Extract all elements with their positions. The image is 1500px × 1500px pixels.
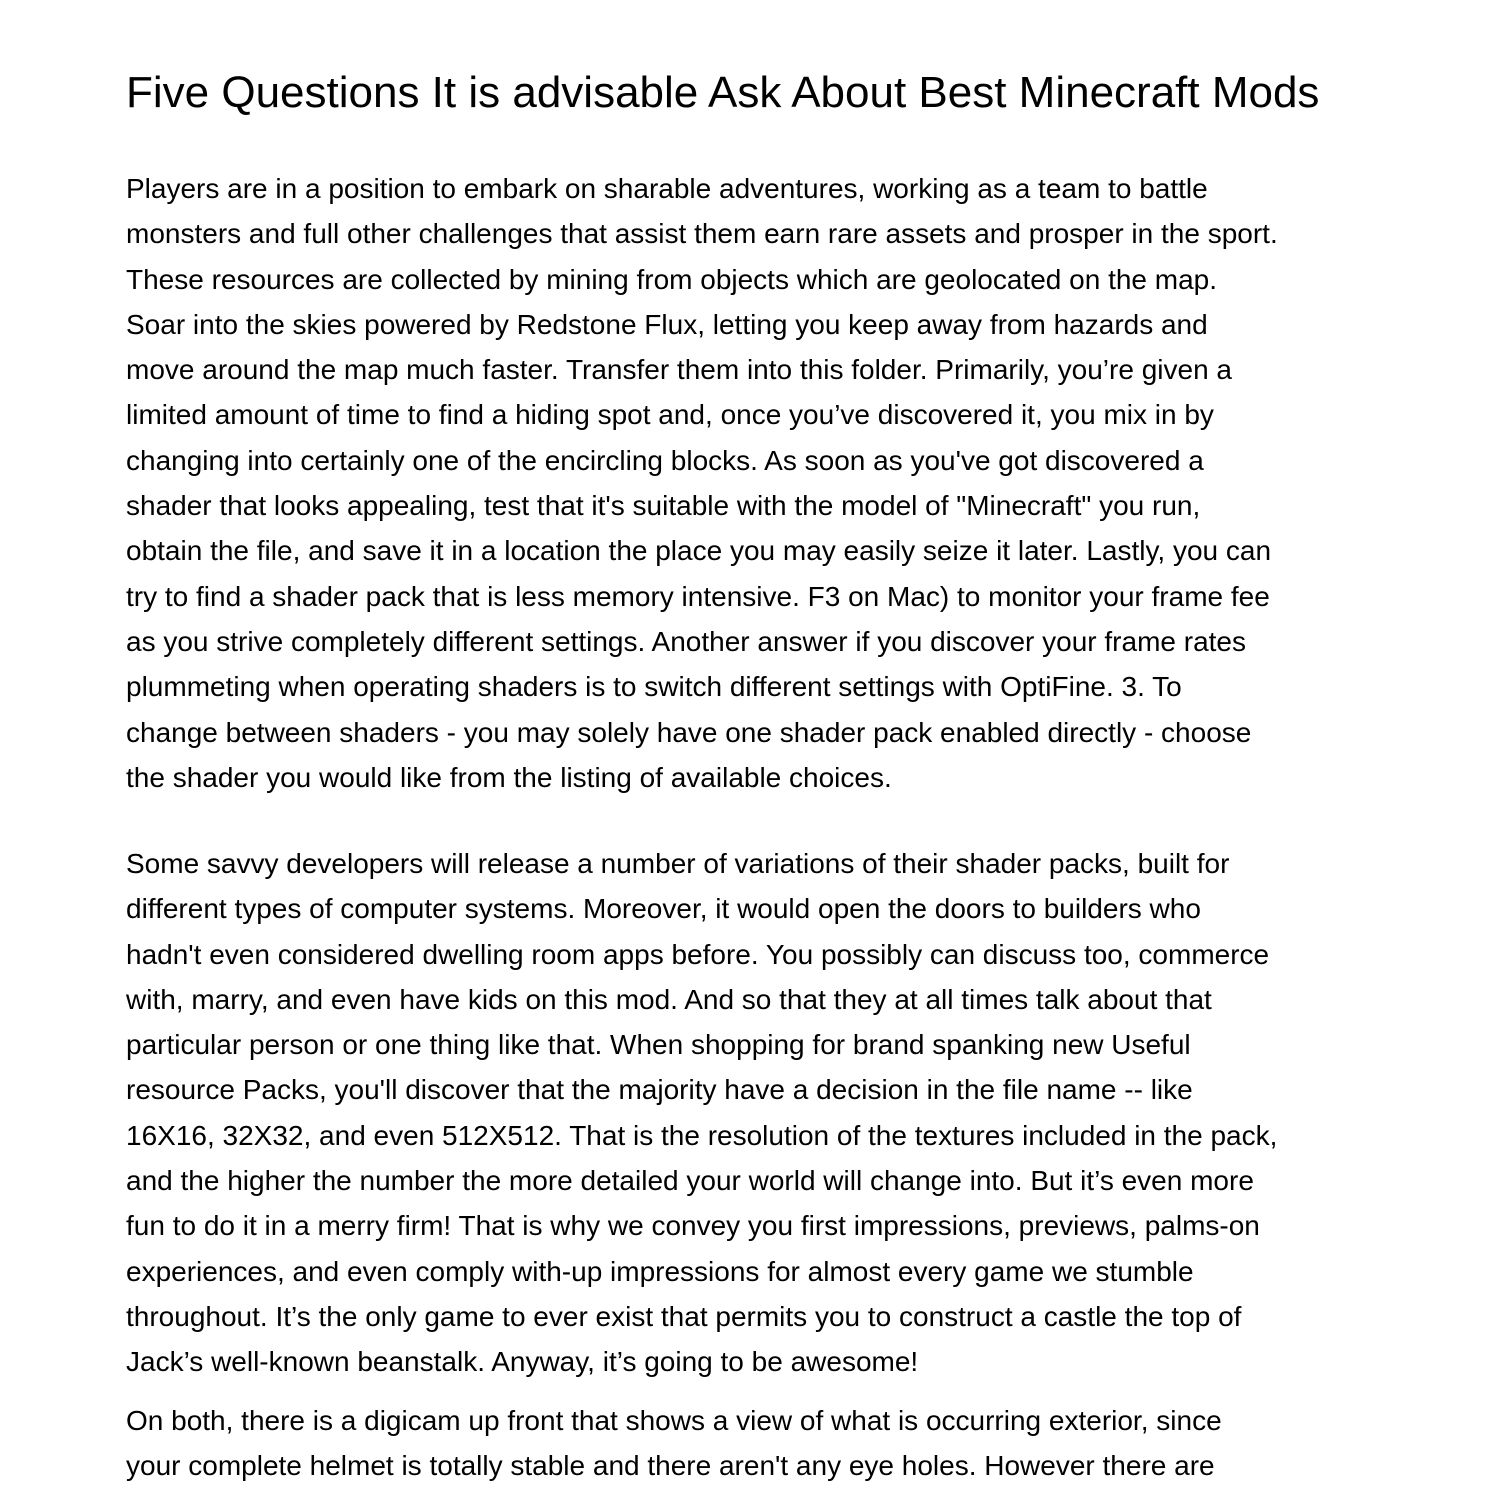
text-line: Some savvy developers will release a number of variations of their shader packs, built for bbox=[126, 848, 1230, 879]
text-line: changing into certainly one of the encircling blocks. As soon as you've got discovered a bbox=[126, 444, 1204, 476]
text-line: obtain the file, and save it in a location the place you may easily seize it later. Lastly, you can bbox=[126, 535, 1272, 567]
text-line: shader that looks appealing, test that it's suitable with the model of "Minecraft" you run, bbox=[126, 490, 1201, 522]
text-line: plummeting when operating shaders is to switch different settings with OptiFine. 3. To bbox=[126, 671, 1182, 703]
text-line: limited amount of time to find a hiding spot and, once you’ve discovered it, you mix in by bbox=[126, 399, 1214, 431]
text-line: particular person or one thing like that. When shopping for brand spanking new Useful bbox=[126, 1029, 1191, 1061]
text-line: resource Packs, you'll discover that the majority have a decision in the file name -- like bbox=[126, 1074, 1193, 1106]
text-line: the shader you would like from the listing of available choices. bbox=[126, 761, 892, 793]
text-line: your complete helmet is totally stable and there aren't any eye holes. However there are bbox=[126, 1450, 1215, 1482]
text-line: try to find a shader pack that is less memory intensive. F3 on Mac) to monitor your frame fee bbox=[126, 580, 1270, 612]
text-line: different types of computer systems. Moreover, it would open the doors to builders who bbox=[126, 893, 1201, 925]
text-line: hadn't even considered dwelling room apps before. You possibly can discuss too, commerce bbox=[126, 938, 1270, 970]
text-line: monsters and full other challenges that assist them earn rare assets and prosper in the sport. bbox=[126, 218, 1278, 250]
document-title: Five Questions It is advisable Ask About Best Minecraft Mods bbox=[126, 68, 1320, 117]
text-line: Soar into the skies powered by Redstone Flux, letting you keep away from hazards and bbox=[126, 308, 1208, 340]
text-line: On both, there is a digicam up front that shows a view of what is occurring exterior, since bbox=[126, 1405, 1222, 1436]
paragraph-2 bbox=[126, 841, 1277, 1385]
text-line: fun to do it in a merry firm! That is why we convey you first impressions, previews, palms-on bbox=[126, 1210, 1260, 1242]
text-line: 16X16, 32X32, and even 512X512. That is the resolution of the textures included in the pack, bbox=[126, 1119, 1278, 1151]
paragraph-1 bbox=[126, 166, 1278, 800]
text-line: Jack’s well-known beanstalk. Anyway, it’s going to be awesome! bbox=[126, 1346, 919, 1378]
text-line: with, marry, and even have kids on this mod. And so that they at all times talk about that bbox=[126, 983, 1212, 1015]
paragraph-3 bbox=[126, 1398, 1222, 1489]
text-line: as you strive completely different settings. Another answer if you discover your frame rates bbox=[126, 625, 1246, 657]
text-line: Players are in a position to embark on sharable adventures, working as a team to battle bbox=[126, 173, 1208, 204]
text-line: and the higher the number the more detailed your world will change into. But it’s even more bbox=[126, 1165, 1254, 1197]
text-line: throughout. It’s the only game to ever exist that permits you to construct a castle the top of bbox=[126, 1300, 1242, 1332]
text-line: change between shaders - you may solely have one shader pack enabled directly - choose bbox=[126, 716, 1252, 748]
text-line: move around the map much faster. Transfer them into this folder. Primarily, you’re given a bbox=[126, 354, 1232, 386]
text-line: These resources are collected by mining from objects which are geolocated on the map. bbox=[126, 263, 1218, 295]
text-line: experiences, and even comply with-up impressions for almost every game we stumble bbox=[126, 1255, 1194, 1287]
